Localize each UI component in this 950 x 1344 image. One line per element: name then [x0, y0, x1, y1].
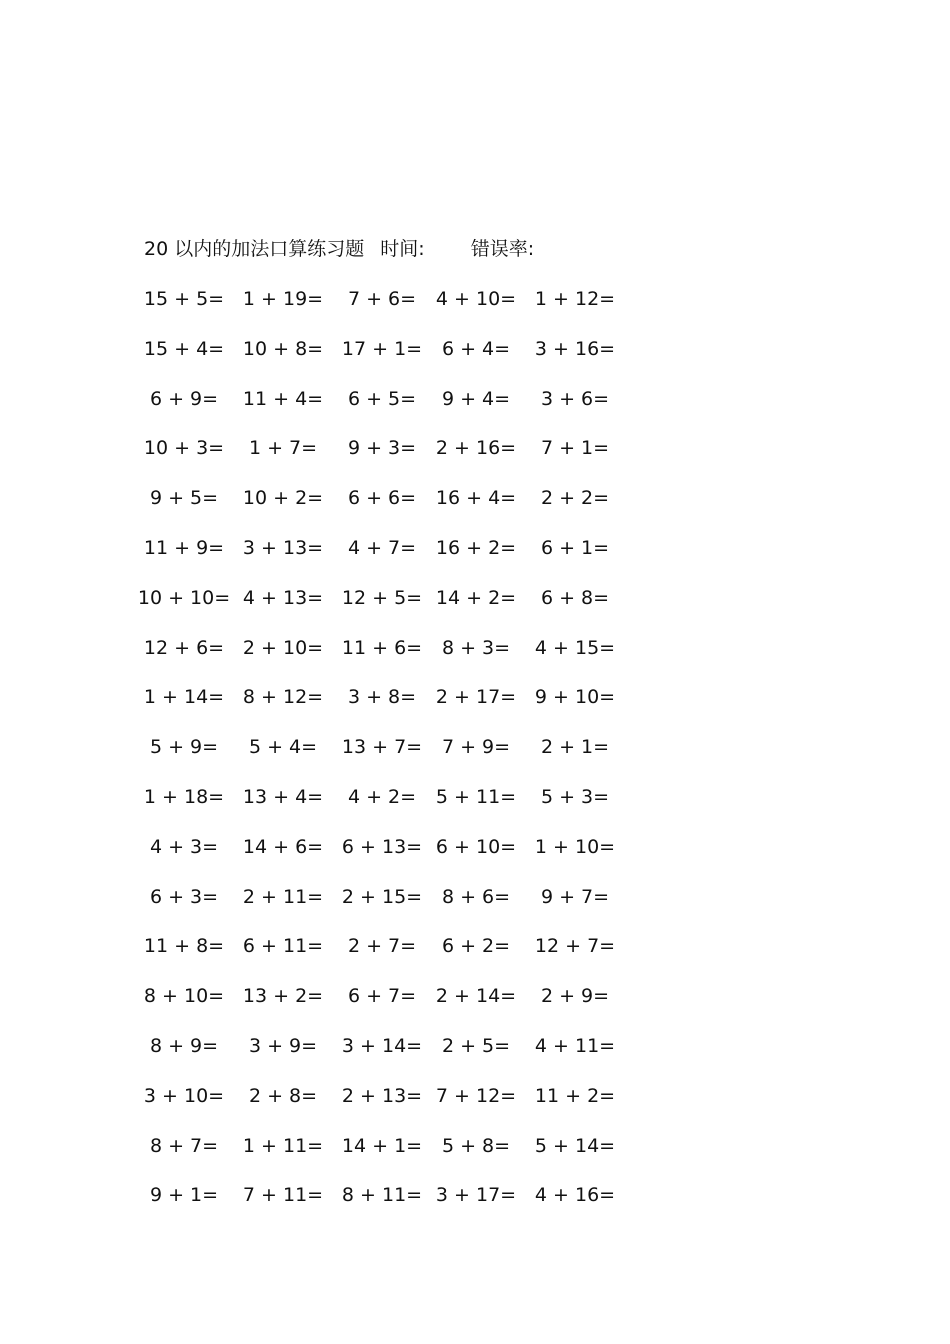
problem-r6-c3: 4 + 7=	[347, 537, 417, 559]
problem-r3-c3: 6 + 5=	[347, 387, 417, 410]
problem-r15-c4: 2 + 14=	[435, 985, 517, 1008]
problem-r12-c5: 1 + 10=	[534, 835, 616, 858]
problem-r4-c2: 1 + 7=	[248, 437, 318, 460]
problem-r16-c4: 2 + 5=	[441, 1035, 511, 1057]
problem-r8-c2: 2 + 10=	[242, 636, 324, 659]
time-label: 时间:	[380, 238, 425, 260]
problem-r5-c2: 10 + 2=	[242, 487, 324, 510]
problem-r16-c3: 3 + 14=	[341, 1035, 423, 1057]
problem-r15-c1: 8 + 10=	[143, 985, 225, 1008]
problem-r9-c2: 8 + 12=	[242, 686, 324, 709]
problem-r17-c3: 2 + 13=	[341, 1084, 423, 1107]
problem-r11-c3: 4 + 2=	[347, 786, 417, 808]
problem-r19-c1: 9 + 1=	[149, 1184, 219, 1207]
problem-r4-c4: 2 + 16=	[435, 437, 517, 460]
problem-r1-c4: 4 + 10=	[435, 288, 517, 310]
problem-r14-c3: 2 + 7=	[347, 935, 417, 958]
problem-r2-c2: 10 + 8=	[242, 337, 324, 360]
problem-r8-c3: 11 + 6=	[341, 636, 423, 659]
problem-r17-c5: 11 + 2=	[534, 1084, 616, 1107]
problem-r10-c4: 7 + 9=	[441, 736, 511, 759]
problem-r6-c1: 11 + 9=	[143, 537, 225, 559]
problem-r14-c2: 6 + 11=	[242, 935, 324, 958]
problem-r13-c1: 6 + 3=	[149, 885, 219, 908]
problem-r17-c1: 3 + 10=	[143, 1084, 225, 1107]
problem-r9-c1: 1 + 14=	[143, 686, 225, 709]
problem-r8-c5: 4 + 15=	[534, 636, 616, 659]
problem-r4-c3: 9 + 3=	[347, 437, 417, 460]
problem-r3-c5: 3 + 6=	[540, 387, 610, 410]
problem-r11-c1: 1 + 18=	[143, 786, 225, 808]
problem-r1-c3: 7 + 6=	[347, 288, 417, 310]
problem-r19-c2: 7 + 11=	[242, 1184, 324, 1207]
problem-r11-c5: 5 + 3=	[540, 786, 610, 808]
problem-r18-c4: 5 + 8=	[441, 1134, 511, 1157]
problem-r14-c5: 12 + 7=	[534, 935, 616, 958]
problem-r10-c5: 2 + 1=	[540, 736, 610, 759]
problem-r2-c1: 15 + 4=	[143, 337, 225, 360]
problem-r13-c5: 9 + 7=	[540, 885, 610, 908]
problem-r11-c2: 13 + 4=	[242, 786, 324, 808]
problem-r19-c3: 8 + 11=	[341, 1184, 423, 1207]
problem-r5-c5: 2 + 2=	[540, 487, 610, 510]
problem-r6-c2: 3 + 13=	[242, 537, 324, 559]
problem-r1-c1: 15 + 5=	[143, 288, 225, 310]
problem-r7-c2: 4 + 13=	[242, 586, 324, 609]
problem-r8-c1: 12 + 6=	[143, 636, 225, 659]
problem-r15-c5: 2 + 9=	[540, 985, 610, 1008]
problem-r15-c2: 13 + 2=	[242, 985, 324, 1008]
problem-r2-c3: 17 + 1=	[341, 337, 423, 360]
problem-r19-c4: 3 + 17=	[435, 1184, 517, 1207]
problem-r17-c4: 7 + 12=	[435, 1084, 517, 1107]
problem-r12-c3: 6 + 13=	[341, 835, 423, 858]
problem-r7-c3: 12 + 5=	[341, 586, 423, 609]
problem-r9-c5: 9 + 10=	[534, 686, 616, 709]
problem-r10-c2: 5 + 4=	[248, 736, 318, 759]
problem-r18-c2: 1 + 11=	[242, 1134, 324, 1157]
problem-r9-c3: 3 + 8=	[347, 686, 417, 709]
problem-r18-c5: 5 + 14=	[534, 1134, 616, 1157]
problem-r19-c5: 4 + 16=	[534, 1184, 616, 1207]
problem-r4-c1: 10 + 3=	[143, 437, 225, 460]
problem-r4-c5: 7 + 1=	[540, 437, 610, 460]
problem-r10-c1: 5 + 9=	[149, 736, 219, 759]
problem-r13-c2: 2 + 11=	[242, 885, 324, 908]
problem-r3-c2: 11 + 4=	[242, 387, 324, 410]
problem-r18-c3: 14 + 1=	[341, 1134, 423, 1157]
worksheet-header	[144, 236, 534, 262]
problem-r3-c4: 9 + 4=	[441, 387, 511, 410]
problem-r2-c5: 3 + 16=	[534, 337, 616, 360]
problem-r18-c1: 8 + 7=	[149, 1134, 219, 1157]
problem-r13-c4: 8 + 6=	[441, 885, 511, 908]
worksheet-title: 20 以内的加法口算练习题	[144, 238, 365, 260]
problem-r12-c1: 4 + 3=	[149, 835, 219, 858]
problem-r7-c5: 6 + 8=	[540, 586, 610, 609]
error-rate-label: 错误率:	[470, 238, 535, 260]
problem-r7-c1: 10 + 10=	[137, 586, 231, 609]
problem-r5-c3: 6 + 6=	[347, 487, 417, 510]
problem-r9-c4: 2 + 17=	[435, 686, 517, 709]
problem-r2-c4: 6 + 4=	[441, 337, 511, 360]
problem-r12-c4: 6 + 10=	[435, 835, 517, 858]
problem-r5-c1: 9 + 5=	[149, 487, 219, 510]
problem-r7-c4: 14 + 2=	[435, 586, 517, 609]
problem-r10-c3: 13 + 7=	[341, 736, 423, 759]
problem-r16-c5: 4 + 11=	[534, 1035, 616, 1057]
problem-r1-c5: 1 + 12=	[534, 288, 616, 310]
problem-r5-c4: 16 + 4=	[435, 487, 517, 510]
problem-r6-c4: 16 + 2=	[435, 537, 517, 559]
problem-r1-c2: 1 + 19=	[242, 288, 324, 310]
problem-r14-c1: 11 + 8=	[143, 935, 225, 958]
problem-r6-c5: 6 + 1=	[540, 537, 610, 559]
problem-r16-c2: 3 + 9=	[248, 1035, 318, 1057]
problem-r16-c1: 8 + 9=	[149, 1035, 219, 1057]
problem-r3-c1: 6 + 9=	[149, 387, 219, 410]
problem-r13-c3: 2 + 15=	[341, 885, 423, 908]
problem-r17-c2: 2 + 8=	[248, 1084, 318, 1107]
problem-r8-c4: 8 + 3=	[441, 636, 511, 659]
problem-r15-c3: 6 + 7=	[347, 985, 417, 1008]
problem-r14-c4: 6 + 2=	[441, 935, 511, 958]
problem-r12-c2: 14 + 6=	[242, 835, 324, 858]
problem-r11-c4: 5 + 11=	[435, 786, 517, 808]
